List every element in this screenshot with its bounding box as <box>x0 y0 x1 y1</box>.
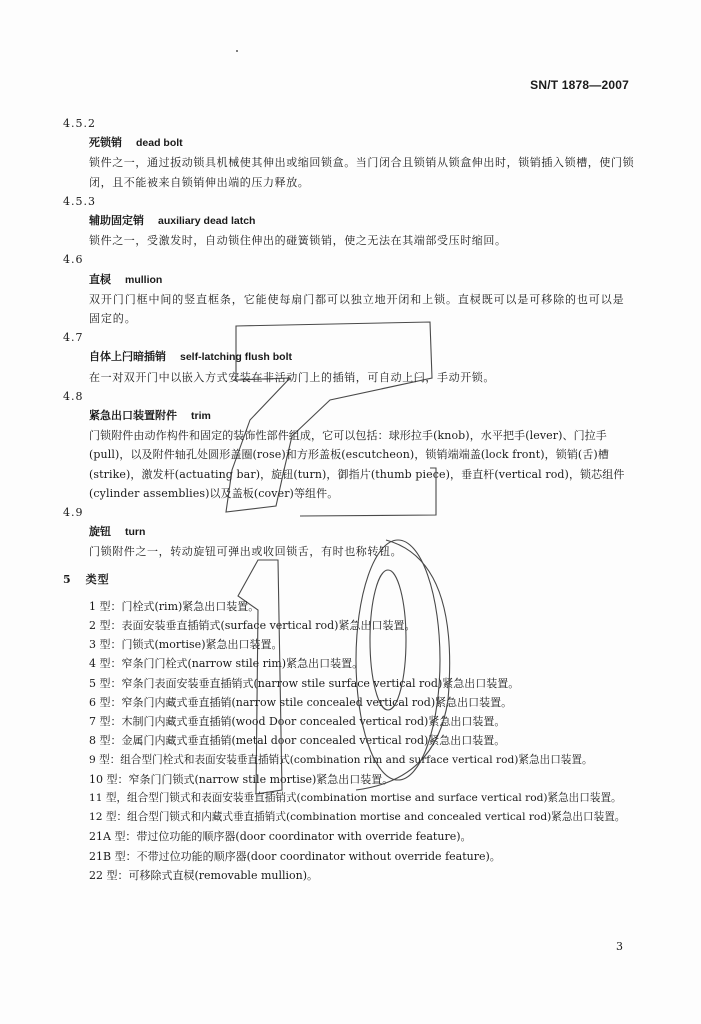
term-heading <box>63 406 635 426</box>
type-item: 5 型：窄条门表面安装垂直插销式(narrow stile surface vertical rod)紧急出口装置。 <box>89 676 520 690</box>
term-definition: 门锁附件由动作构件和固定的装饰性部件组成，它可以包括：球形拉手(knob)，水平把手(lever)、门拉手(pull)，以及附件轴孔处圆形盖圈(rose)和方形盖板(escutcheon)，锁销端端盖(lock front)，锁销(舌)槽(strike)，激发杆(actuating bar)，旋钮(turn)，御指片(thumb piece)，垂直杆(vertical rod)，锁芯组件(cylinder assemblies)以及盖板(cover)等组件。 <box>89 429 625 500</box>
document-body <box>63 114 635 885</box>
type-item: 8 型：金属门内藏式垂直插销(metal door concealed vertical rod)紧急出口装置。 <box>89 734 506 748</box>
term-heading <box>63 522 635 542</box>
type-item: 21A 型：带过位功能的顺序器(door coordinator with override feature)。 <box>89 830 472 844</box>
chapter-number: 5 <box>63 572 72 586</box>
term-definition: 门锁附件之一，转动旋钮可弹出或收回锁舌，有时也称转钮。 <box>89 545 403 559</box>
term-en: self-latching flush bolt <box>180 351 292 364</box>
type-item: 12 型：组合型门锁式和内藏式垂直插销式(combination mortise and concealed vertical rod)紧急出口装置。 <box>89 811 626 824</box>
standard-code: SN/T 1878—2007 <box>530 78 629 92</box>
term-zh: 辅助固定销 <box>89 214 144 228</box>
term-definition: 在一对双开门中以嵌入方式安装在非活动门上的插销，可自动上闩，手动开锁。 <box>89 370 495 384</box>
section-number: 4.6 <box>63 253 84 267</box>
term-definition: 双开门门框中间的竖直框条，它能使每扇门都可以独立地开闭和上锁。直棂既可以是可移除的也可以是固定的。 <box>89 292 625 326</box>
type-item: 1 型：门栓式(rim)紧急出口装置。 <box>89 599 260 613</box>
type-item: 4 型：窄条门门栓式(narrow stile rim)紧急出口装置。 <box>89 657 364 671</box>
type-item: 2 型：表面安装垂直插销式(surface vertical rod)紧急出口装置。 <box>89 619 416 633</box>
type-item: 11 型，组合型门锁式和表面安装垂直插销式(combination mortise and surface vertical rod)紧急出口装置。 <box>89 791 622 804</box>
term-definition: 锁件之一，通过扳动锁具机械使其伸出或缩回锁盒。当门闭合且锁销从锁盒伸出时，锁销插入锁槽，使门锁闭，且不能被来自锁销伸出端的压力释放。 <box>89 156 635 189</box>
term-heading <box>63 347 635 367</box>
term-zh: 旋钮 <box>89 525 111 539</box>
chapter-title: 类型 <box>85 572 110 586</box>
section-number: 4.9 <box>63 506 84 520</box>
term-definition: 锁件之一，受激发时，自动锁住伸出的碰簧锁销，使之无法在其端部受压时缩回。 <box>89 234 507 248</box>
section-number: 4.5.3 <box>63 194 96 208</box>
type-item: 21B 型：不带过位功能的顺序器(door coordinator without override feature)。 <box>89 849 501 863</box>
term-zh: 紧急出口装置附件 <box>89 409 177 423</box>
type-item: 22 型：可移除式直棂(removable mullion)。 <box>89 868 319 882</box>
term-zh: 自体上闩暗插销 <box>89 350 166 364</box>
section-number: 4.5.2 <box>63 117 96 130</box>
type-item: 6 型：窄条门内藏式垂直插销(narrow stile concealed vertical rod)紧急出口装置。 <box>89 695 513 709</box>
scan-speck <box>236 50 238 52</box>
chapter-heading <box>63 570 635 589</box>
term-zh: 死锁销 <box>89 136 122 150</box>
type-item: 3 型：门锁式(mortise)紧急出口装置。 <box>89 638 283 652</box>
term-en: auxiliary dead latch <box>158 215 256 228</box>
term-zh: 直棂 <box>89 272 111 286</box>
term-heading <box>63 133 635 153</box>
term-heading <box>63 211 635 231</box>
term-heading <box>63 270 635 290</box>
type-item: 9 型：组合型门栓式和表面安装垂直插销式(combination rim and surface vertical rod)紧急出口装置。 <box>89 753 593 766</box>
term-en: turn <box>125 526 146 539</box>
type-item: 7 型：木制门内藏式垂直插销(wood Door concealed vertical rod)紧急出口装置。 <box>89 715 506 729</box>
page-number: 3 <box>616 940 623 953</box>
section-number: 4.7 <box>63 331 84 345</box>
term-en: trim <box>191 410 211 423</box>
type-item: 10 型：窄条门门锁式(narrow stile mortise)紧急出口装置。 <box>89 772 394 786</box>
term-en: mullion <box>125 273 163 286</box>
section-number: 4.8 <box>63 389 84 403</box>
term-en: dead bolt <box>136 137 183 150</box>
